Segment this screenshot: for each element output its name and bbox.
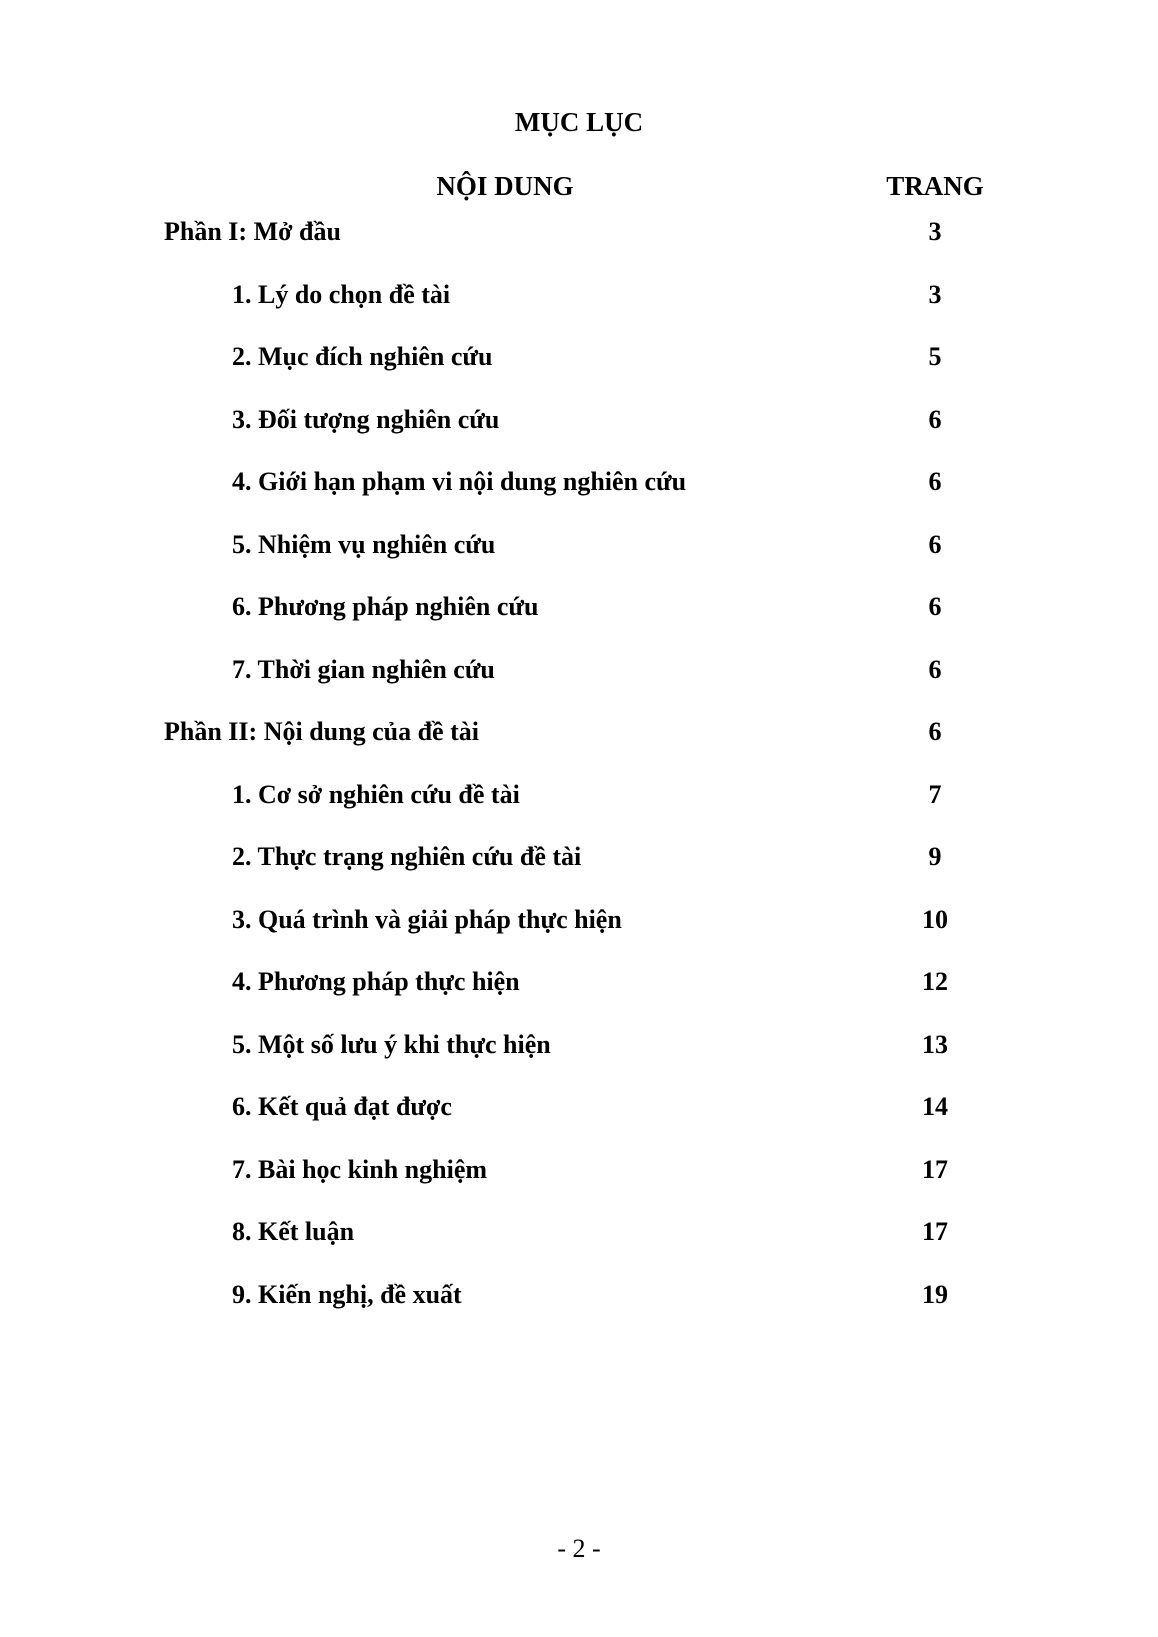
page-column-header: TRANG [886, 171, 984, 201]
toc-entry [0, 714, 1158, 777]
toc-entry-page: 6 [928, 654, 942, 684]
toc-entry-page: 3 [928, 217, 942, 246]
toc-entry-label: Phần I: Mở đầu [164, 217, 341, 246]
toc-entry-page: 6 [928, 717, 942, 746]
toc-entry-label: 4. Phương pháp thực hiện [232, 967, 520, 996]
toc-entry-page: 17 [922, 1217, 948, 1246]
toc-entry [0, 964, 1158, 1027]
toc-entry [0, 1277, 1158, 1340]
toc-entry-label: 3. Đối tượng nghiên cứu [232, 404, 500, 434]
toc-entry-label: 5. Nhiệm vụ nghiên cứu [232, 529, 496, 559]
toc-entry-page: 7 [928, 779, 942, 809]
toc-entry [0, 1027, 1158, 1090]
toc-entry-page: 19 [922, 1279, 948, 1309]
toc-entry-label: 6. Kết quả đạt được [232, 1092, 452, 1121]
content-column-header: NỘI DUNG [436, 171, 574, 201]
toc-entry [0, 339, 1158, 402]
toc-entry [0, 902, 1158, 965]
toc-entry-page: 13 [922, 1029, 948, 1059]
toc-entry [0, 652, 1158, 715]
toc-entry-label: 7. Bài học kinh nghiệm [232, 1154, 488, 1184]
toc-entry [0, 839, 1158, 902]
toc-entry [0, 1152, 1158, 1215]
toc-entry [0, 1214, 1158, 1277]
toc-entry-label: Phần II: Nội dung của đề tài [164, 717, 479, 746]
toc-entry-page: 6 [928, 467, 942, 496]
toc-entry [0, 527, 1158, 590]
toc-entry [0, 277, 1158, 340]
toc-entry-page: 12 [922, 967, 948, 996]
toc-entry [0, 777, 1158, 840]
toc-entry-label: 4. Giới hạn phạm vi nội dung nghiên cứu [232, 467, 687, 496]
toc-entry [0, 589, 1158, 652]
toc-entry-label: 9. Kiến nghị, đề xuất [232, 1279, 462, 1309]
toc-entry-label: 7. Thời gian nghiên cứu [232, 654, 495, 684]
toc-entry-label: 6. Phương pháp nghiên cứu [232, 592, 539, 621]
toc-entry-page: 10 [922, 904, 948, 934]
toc-entry-page: 9 [928, 842, 942, 871]
toc-entry-label: 8. Kết luận [232, 1217, 355, 1246]
page-title: MỤC LỤC [514, 107, 644, 137]
toc-entry-label: 2. Thực trạng nghiên cứu đề tài [232, 842, 582, 871]
toc-entry-label: 2. Mục đích nghiên cứu [232, 342, 493, 371]
toc-entry [0, 464, 1158, 527]
toc-entry-label: 1. Lý do chọn đề tài [232, 279, 451, 309]
page-number: - 2 - [557, 1534, 601, 1563]
toc-entry [0, 1089, 1158, 1152]
toc-entry-label: 5. Một số lưu ý khi thực hiện [232, 1029, 551, 1059]
toc-entry-page: 14 [922, 1092, 948, 1121]
toc-entry [0, 214, 1158, 277]
toc-entry-page: 6 [928, 529, 942, 559]
toc-entry [0, 402, 1158, 465]
toc-entry-page: 17 [922, 1154, 948, 1184]
toc-entry-page: 6 [928, 592, 942, 621]
toc-entry-label: 1. Cơ sở nghiên cứu đề tài [232, 779, 520, 809]
toc-entry-label: 3. Quá trình và giải pháp thực hiện [232, 904, 622, 934]
toc-entry-page: 3 [928, 279, 942, 309]
toc-entry-page: 6 [928, 404, 942, 434]
table-of-contents [0, 214, 1158, 1339]
toc-entry-page: 5 [928, 342, 942, 371]
